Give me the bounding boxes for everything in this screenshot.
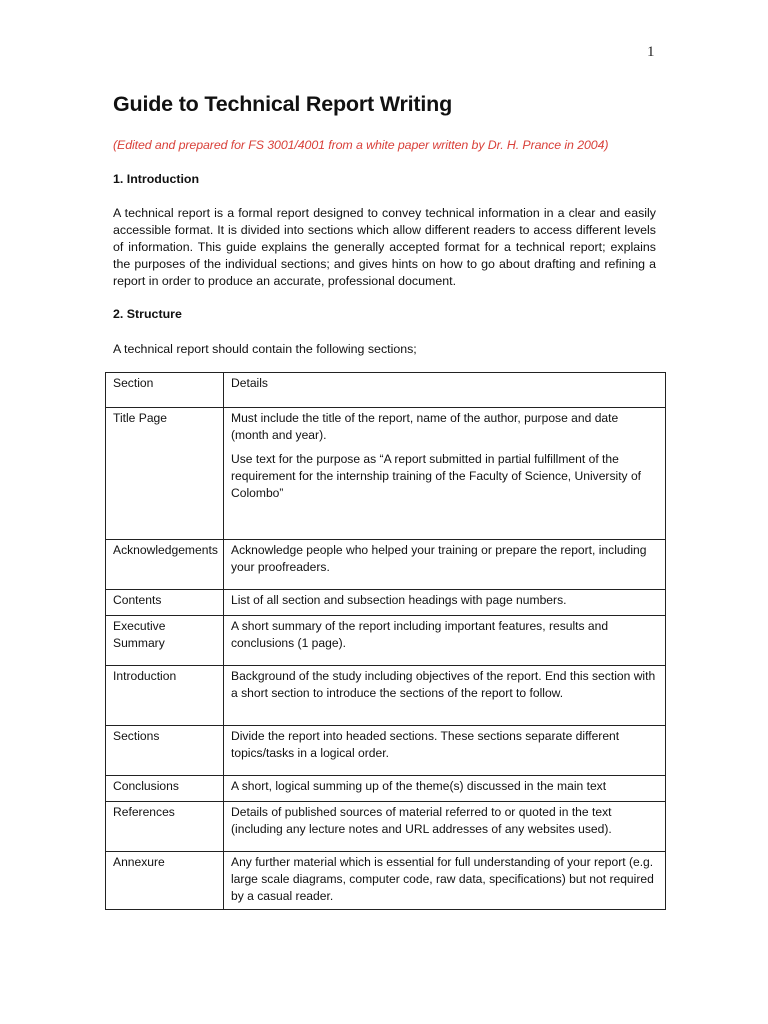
introduction-heading: 1. Introduction (113, 172, 200, 186)
table-row (106, 776, 666, 802)
section-name: Sections (106, 726, 224, 776)
section-name: Annexure (106, 852, 224, 910)
sections-table (105, 372, 666, 910)
structure-heading: 2. Structure (113, 307, 182, 321)
table-header-section: Section (106, 373, 224, 408)
table-row (106, 802, 666, 852)
table-row (106, 852, 666, 910)
table-row (106, 590, 666, 616)
table-row (106, 726, 666, 776)
section-details: Any further material which is essential for full understanding of your report (e.g. large scale diagrams, computer code, raw data, specifications) but not required by a casual reader. (224, 852, 666, 910)
document-title: Guide to Technical Report Writing (113, 92, 453, 116)
section-details-text: Must include the title of the report, name of the author, purpose and date (month and year). (231, 411, 619, 442)
section-name: Introduction (106, 666, 224, 726)
table-row (106, 616, 666, 666)
section-details: Background of the study including objectives of the report. End this section with a short section to introduce the sections of the report to follow. (224, 666, 666, 726)
table-row (106, 408, 666, 540)
document-subtitle: (Edited and prepared for FS 3001/4001 from a white paper written by Dr. H. Prance in 2004) (113, 138, 609, 152)
section-details: Acknowledge people who helped your training or prepare the report, including your proofreaders. (224, 540, 666, 590)
page-number: 1 (647, 44, 655, 60)
table-header-row (106, 373, 666, 408)
introduction-paragraph: A technical report is a formal report designed to convey technical information in a clear and easily accessible format. It is divided into sections which allow different readers to access different levels of information. This guide explains the generally accepted format for a technical report; explains the purposes of the individual sections; and gives hints on how to go about drafting and refining a report in order to produce an accurate, professional document. (113, 206, 656, 288)
section-name: References (106, 802, 224, 852)
section-details: List of all section and subsection headings with page numbers. (224, 590, 666, 616)
section-details: A short, logical summing up of the theme(s) discussed in the main text (224, 776, 666, 802)
table-row (106, 666, 666, 726)
table-row (106, 540, 666, 590)
section-details: Details of published sources of material referred to or quoted in the text (including any lecture notes and URL addresses of any websites used). (224, 802, 666, 852)
section-name: Executive Summary (106, 616, 224, 666)
section-name: Contents (106, 590, 224, 616)
section-details (224, 408, 666, 540)
structure-paragraph: A technical report should contain the following sections; (113, 342, 417, 356)
section-details: A short summary of the report including important features, results and conclusions (1 page). (224, 616, 666, 666)
section-details-text-2: Use text for the purpose as “A report submitted in partial fulfillment of the requirement for the internship training of the Faculty of Science, University of Colombo” (231, 452, 642, 500)
section-name: Conclusions (106, 776, 224, 802)
section-name: Acknowledgements (106, 540, 224, 590)
section-name: Title Page (106, 408, 224, 540)
section-details: Divide the report into headed sections. These sections separate different topics/tasks in a logical order. (224, 726, 666, 776)
table-header-details: Details (224, 373, 666, 408)
